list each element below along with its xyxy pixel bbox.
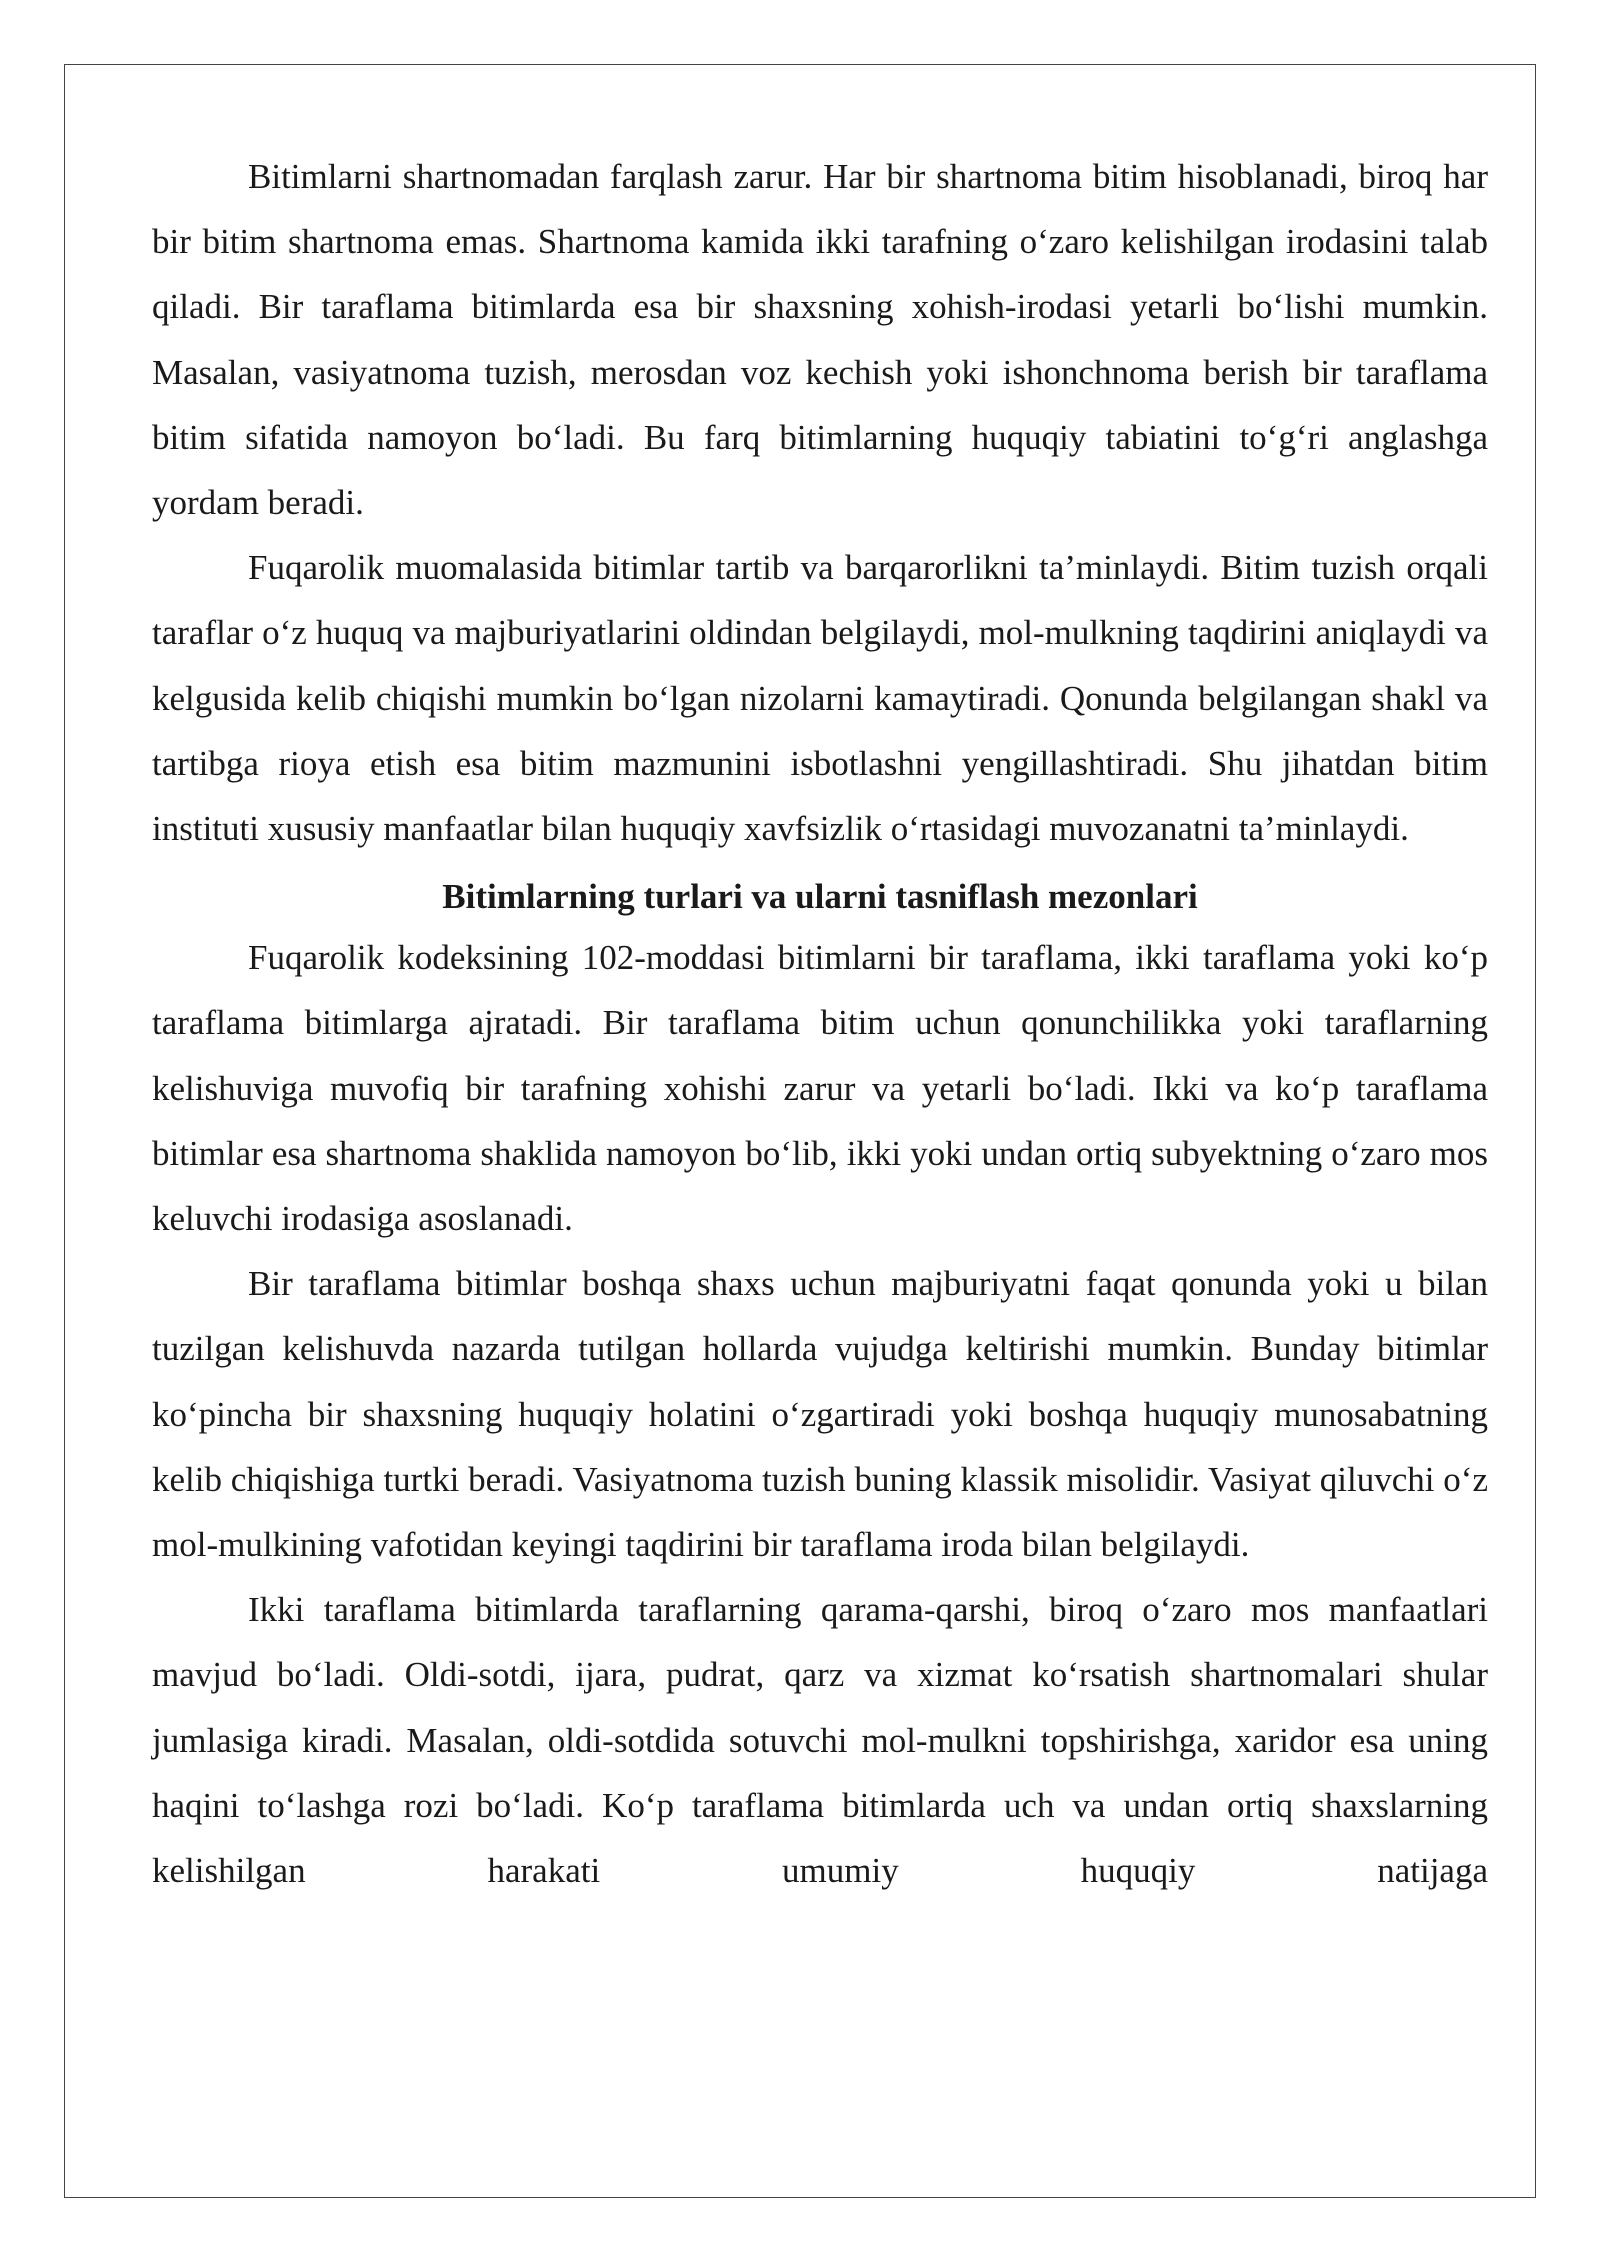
- paragraph-3: Fuqarolik kodeksining 102-moddasi bitimlarni bir taraflama, ikki taraflama yoki ko‘p taraflama bitimlarga ajratadi. Bir taraflama bitim uchun qonunchilikka yoki taraflarning kelishuviga muvofiq bir tarafning xohishi zarur va yetarli bo‘ladi. Ikki va ko‘p taraflama bitimlar esa shartnoma shaklida namoyon bo‘lib, ikki yoki undan ortiq subyektning o‘zaro mos keluvchi irodasiga asoslanadi.: [152, 938, 1488, 1239]
- paragraph-2: Fuqarolik muomalasida bitimlar tartib va barqarorlikni ta’minlaydi. Bitim tuzish orqali taraflar o‘z huquq va majburiyatlarini oldindan belgilaydi, mol-mulkning taqdirini aniqlaydi va kelgusida kelib chiqishi mumkin bo‘lgan nizolarni kamaytiradi. Qonunda belgilangan shakl va tartibga rioya etish esa bitim mazmunini isbotlashni yengillashtiradi. Shu jihatdan bitim instituti xususiy manfaatlar bilan huquqiy xavfsizlik o‘rtasidagi muvozanatni ta’minlaydi.: [152, 548, 1488, 849]
- paragraph-4: Bir taraflama bitimlar boshqa shaxs uchun majburiyatni faqat qonunda yoki u bilan tuzilgan kelishuvda nazarda tutilgan hollarda vujudga keltirishi mumkin. Bunday bitimlar ko‘pincha bir shaxsning huquqiy holatini o‘zgartiradi yoki boshqa huquqiy munosabatning kelib chiqishiga turtki beradi. Vasiyatnoma tuzish buning klassik misolidir. Vasiyat qiluvchi o‘z mol-mulkining vafotidan keyingi taqdirini bir taraflama iroda bilan belgilaydi.: [152, 1264, 1488, 1565]
- paragraph-5: Ikki taraflama bitimlarda taraflarning qarama-qarshi, biroq o‘zaro mos manfaatlari mavjud bo‘ladi. Oldi-sotdi, ijara, pudrat, qarz va xizmat ko‘rsatish shartnomalari shular jumlasiga kiradi. Masalan, oldi-sotdida sotuvchi mol-mulkni topshirishga, xaridor esa uning haqini to‘lashga rozi bo‘ladi. Ko‘p taraflama bitimlarda uch va undan ortiq shaxslarning kelishilgan harakati umumiy huquqiy natijaga: [152, 1590, 1488, 1891]
- section-heading: Bitimlarning turlari va ularni tasniflash mezonlari: [442, 877, 1198, 917]
- document-body: [152, 144, 1488, 1903]
- paragraph-1: Bitimlarni shartnomadan farqlash zarur. Har bir shartnoma bitim hisoblanadi, biroq har bir bitim shartnoma emas. Shartnoma kamida ikki tarafning o‘zaro kelishilgan irodasini talab qiladi. Bir taraflama bitimlarda esa bir shaxsning xohish-irodasi yetarli bo‘lishi mumkin. Masalan, vasiyatnoma tuzish, merosdan voz kechish yoki ishonchnoma berish bir taraflama bitim sifatida namoyon bo‘ladi. Bu farq bitimlarning huquqiy tabiatini to‘g‘ri anglashga yordam beradi.: [152, 157, 1488, 523]
